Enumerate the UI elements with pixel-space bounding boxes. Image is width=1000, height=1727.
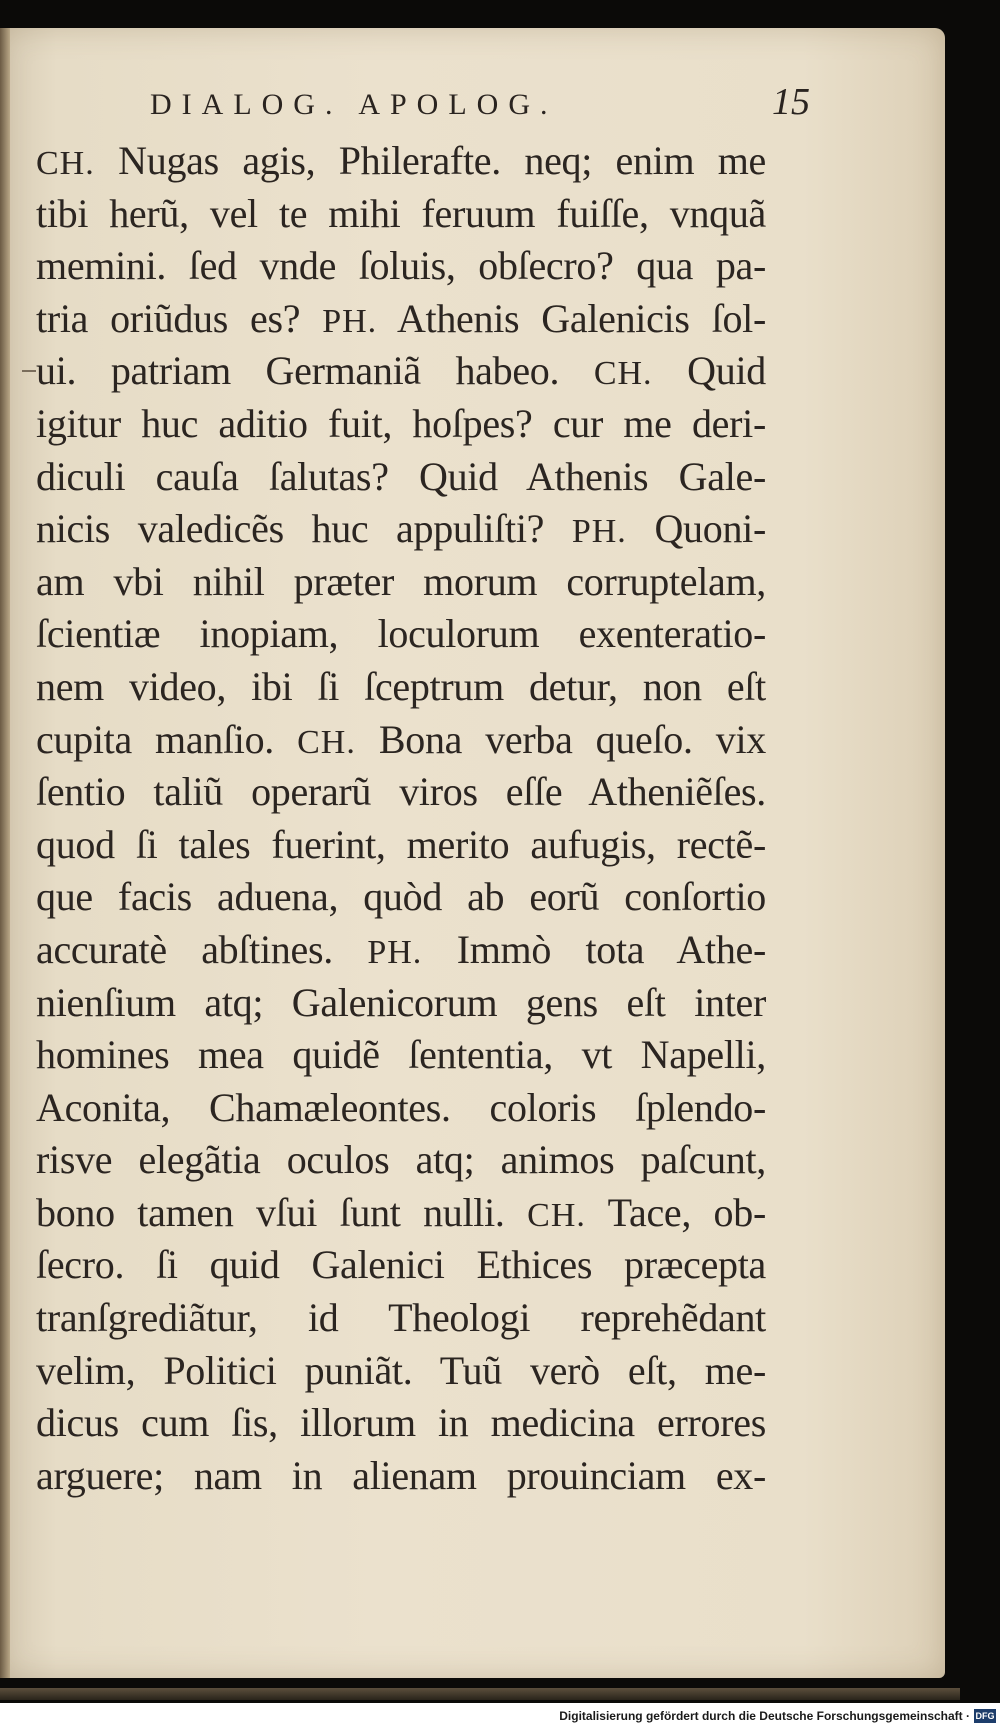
line-text: arguere; nam in alienam prouinciam ex- — [36, 1452, 766, 1498]
line-text: diculi cauſa ſalutas? Quid Athenis Gale- — [36, 453, 766, 499]
body-text — [36, 135, 766, 1502]
text-line — [36, 1345, 766, 1398]
text-line — [36, 188, 766, 241]
line-text: risve elegãtia oculos atq; animos paſcunt, — [36, 1137, 766, 1183]
speaker-label: CH. — [297, 723, 356, 761]
line-text: Nugas agis, Philerafte. neq; enim me — [94, 138, 766, 183]
text-line — [36, 1239, 766, 1292]
text-line — [36, 661, 766, 714]
footer-bar — [0, 1703, 1000, 1727]
line-text: ſentio taliũ operarũ viros eſſe Atheniẽſes. — [36, 769, 766, 815]
speaker-label: PH. — [367, 933, 423, 971]
text-line — [36, 240, 766, 293]
page-bottom-edge — [0, 1688, 960, 1700]
text-line — [36, 556, 766, 609]
text-line — [36, 766, 766, 819]
text-line — [36, 293, 766, 346]
text-line — [36, 714, 766, 767]
line-text: tria oriũdus es? — [36, 295, 323, 341]
line-text: tibi herũ, vel te mihi feruum fuiſſe, vnquã — [36, 190, 766, 236]
line-text: dicus cum ſis, illorum in medicina errores — [36, 1400, 766, 1446]
text-line — [36, 1187, 766, 1240]
line-text: nicis valedicẽs huc appuliſti? — [36, 506, 572, 552]
line-text: ui. patriam Germaniã habeo. — [36, 348, 594, 394]
speaker-label: PH. — [322, 302, 378, 340]
text-line — [36, 1292, 766, 1345]
line-text: Athenis Galenicis ſol- — [377, 295, 766, 341]
line-text: Tace, ob- — [585, 1189, 766, 1235]
text-line — [36, 451, 766, 504]
text-line — [36, 1134, 766, 1187]
text-line — [36, 871, 766, 924]
text-line — [36, 924, 766, 977]
running-title: DIALOG. APOLOG. — [150, 88, 558, 121]
line-text: am vbi nihil præter morum corruptelam, — [36, 558, 766, 604]
line-text: nem video, ibi ſi ſceptrum detur, non eſt — [36, 663, 766, 709]
text-line — [36, 1082, 766, 1135]
text-line — [36, 1450, 766, 1503]
line-text: homines mea quidẽ ſententia, vt Napelli, — [36, 1032, 766, 1078]
speaker-label: CH. — [36, 145, 95, 182]
text-line — [36, 1029, 766, 1082]
text-line — [36, 503, 766, 556]
line-text: Quoni- — [626, 506, 766, 552]
line-text: accuratè abſtines. — [36, 926, 368, 972]
text-line — [36, 135, 766, 188]
line-text: que facis aduena, quòd ab eorũ conſortio — [36, 874, 766, 920]
line-text: memini. ſed vnde ſoluis, obſecro? qua pa- — [36, 243, 766, 289]
line-text: bono tamen vſui ſunt nulli. — [36, 1189, 528, 1235]
line-text: ſecro. ſi quid Galenici Ethices præcepta — [36, 1242, 766, 1288]
text-line — [36, 977, 766, 1030]
funding-credit: Digitalisierung gefördert durch die Deutsche Forschungsgemeinschaft · — [559, 1709, 970, 1723]
dfg-logo: DFG — [975, 1711, 995, 1721]
line-text: cupita manſio. — [36, 716, 298, 762]
margin-mark — [22, 370, 36, 372]
speaker-label: PH. — [571, 513, 627, 551]
line-text: Aconita, Chamæleontes. coloris ſplendo- — [36, 1084, 766, 1130]
text-line — [36, 398, 766, 451]
page-header — [150, 80, 810, 130]
line-text: quod ſi tales fuerint, merito aufugis, rectẽ- — [36, 821, 766, 867]
line-text: velim, Politici puniãt. Tuũ verò eſt, me- — [36, 1347, 766, 1393]
line-text: tranſgrediãtur, id Theologi reprehẽdant — [36, 1295, 766, 1341]
line-text: Quid — [652, 348, 766, 394]
line-text: ſcientiæ inopiam, loculorum exenteratio- — [36, 611, 766, 657]
speaker-label: CH. — [593, 355, 653, 393]
page-number: 15 — [772, 81, 810, 123]
line-text: Bona verba queſo. vix — [355, 716, 766, 762]
text-line — [36, 345, 766, 398]
text-line — [36, 819, 766, 872]
page-spine-edge — [0, 28, 10, 1678]
text-line — [36, 1397, 766, 1450]
text-line — [36, 608, 766, 661]
line-text: nienſium atq; Galenicorum gens eſt inter — [36, 979, 766, 1025]
line-text: Immò tota Athe- — [422, 926, 766, 972]
line-text: igitur huc aditio fuit, hoſpes? cur me deri- — [36, 400, 766, 446]
speaker-label: CH. — [527, 1196, 586, 1234]
